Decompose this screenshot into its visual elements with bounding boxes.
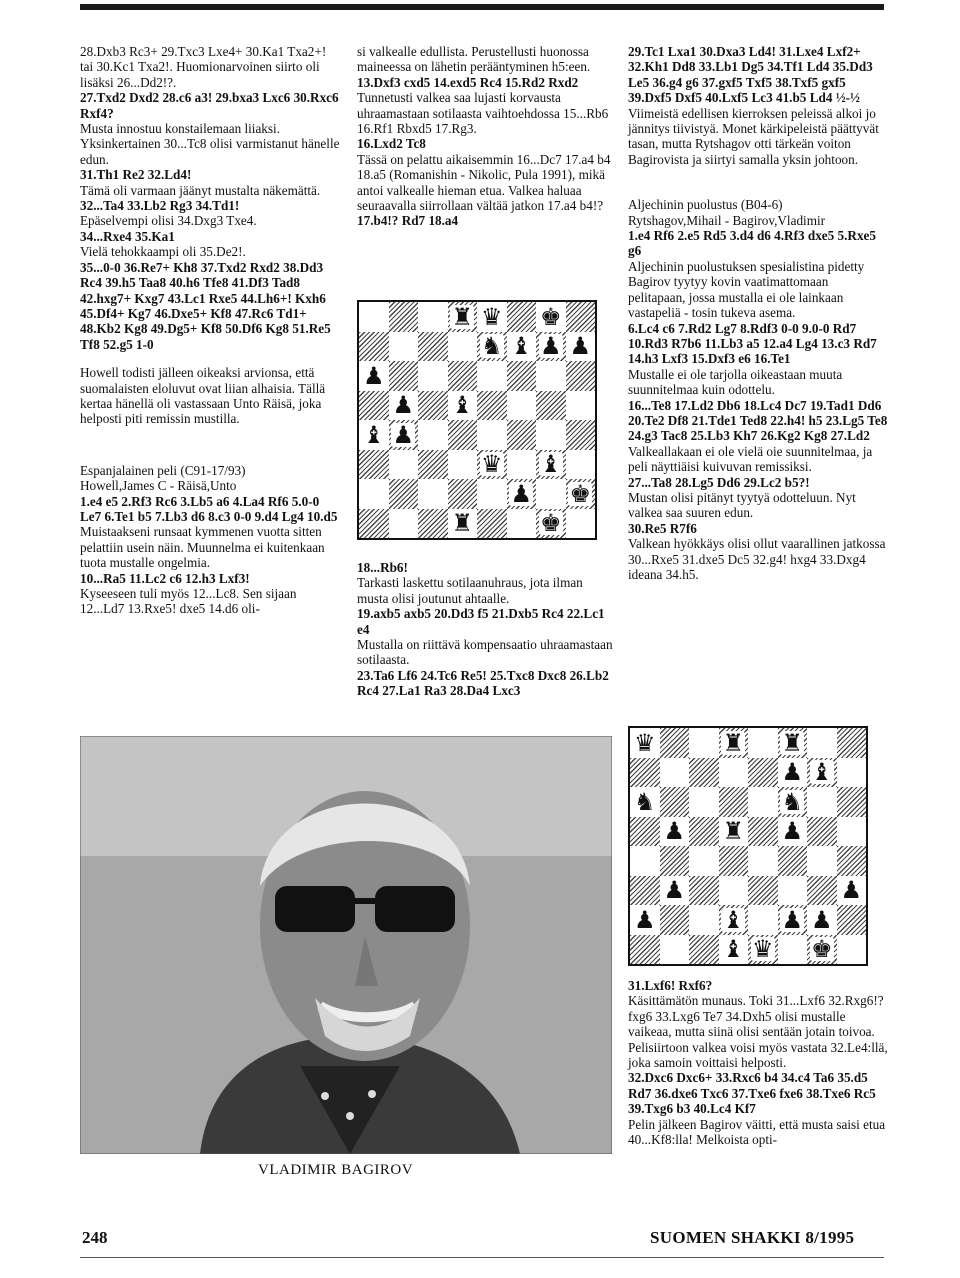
- chess-piece-icon: ♝: [722, 935, 744, 964]
- board-square: [566, 509, 596, 539]
- board-square: [778, 846, 808, 876]
- board-square: [418, 302, 448, 332]
- comment-text: Tämä oli varmaan jäänyt mustalta näkemättä.: [80, 182, 321, 198]
- move-text: 10...Ra5 11.Lc2 c6 12.h3 Lxf3!: [80, 570, 250, 586]
- board-square: [748, 787, 778, 817]
- comment-text: Tässä on pelattu aikaisemmin 16...Dc7 17.a4 b4 18.a5 (Romanishin - Nikolic, Pula 1991), mikä antoi valkealle hieman etua. Valkea haluaa seuraavalla siirrollaan vältää jatkon 17.a4 b4!?: [357, 151, 611, 214]
- move-text: 16.Lxd2 Tc8: [357, 136, 426, 152]
- board-square: [719, 817, 749, 847]
- board-square: [448, 450, 478, 480]
- move-text: 1.e4 e5 2.Rf3 Rc6 3.Lb5 a6 4.La4 Rf6 5.0-0 Le7 6.Te1 b5 7.Lb3 d6 8.c3 0-0 9.d4 Lg4 10.d5: [80, 493, 338, 524]
- board-square: [477, 450, 507, 480]
- board-square: [660, 758, 690, 788]
- board-square: [389, 479, 419, 509]
- game2-players: Rytshagov,Mihail - Bagirov,Vladimir: [628, 212, 826, 228]
- board-square: [837, 758, 867, 788]
- board-square: [807, 817, 837, 847]
- col2-paras: [357, 44, 617, 229]
- board-square: [778, 905, 808, 935]
- column-3: [628, 44, 888, 582]
- board-square: [660, 728, 690, 758]
- board-square: [448, 361, 478, 391]
- board-square: [837, 935, 867, 965]
- col3-paras2: [628, 228, 888, 582]
- board-square: [748, 817, 778, 847]
- board-square: [507, 391, 537, 421]
- board-square: [778, 935, 808, 965]
- move-text: 27.Txd2 Dxd2 28.c6 a3! 29.bxa3 Lxc6 30.Rxc6 Rxf4?: [80, 90, 339, 121]
- board-square: [748, 905, 778, 935]
- board-square: [566, 450, 596, 480]
- comment-text: Muistaakseni runsaat kymmenen vuotta sitten pelattiin usein näin. Muunnelma ei kuitenkaan tuota mustalle ongelmia.: [80, 524, 325, 571]
- board-square: [566, 332, 596, 362]
- chess-piece-icon: ♜: [722, 728, 744, 757]
- chess-diagram-1: [357, 300, 597, 540]
- board-square: [660, 905, 690, 935]
- board-square: [630, 817, 660, 847]
- board-square: [507, 332, 537, 362]
- bottom-rule: [80, 1257, 884, 1258]
- move-text: 6.Lc4 c6 7.Rd2 Lg7 8.Rdf3 0-0 9.0-0 Rd7 10.Rd3 R7b6 11.Lb3 a5 12.a4 Lg4 13.c3 Rd7 14.h3 Lxf3 15.Dxf3 e6 16.Te1: [628, 320, 877, 367]
- board-square: [507, 361, 537, 391]
- chess-piece-icon: ♜: [451, 509, 473, 538]
- board-square: [837, 728, 867, 758]
- board-square: [630, 758, 660, 788]
- board-square: [507, 509, 537, 539]
- chess-piece-icon: ♚: [810, 935, 833, 964]
- comment-text: Epäselvempi olisi 34.Dxg3 Txe4.: [80, 213, 257, 229]
- board-square: [719, 728, 749, 758]
- board-square: [507, 420, 537, 450]
- board-square: [660, 817, 690, 847]
- board-square: [418, 361, 448, 391]
- board-square: [359, 302, 389, 332]
- board-square: [748, 935, 778, 965]
- board-square: [359, 420, 389, 450]
- board-square: [477, 479, 507, 509]
- board-square: [719, 935, 749, 965]
- chess-piece-icon: ♟: [392, 391, 414, 420]
- board-square: [719, 787, 749, 817]
- chess-piece-icon: ♟: [663, 817, 685, 846]
- chess-piece-icon: ♜: [722, 817, 744, 846]
- chess-piece-icon: ♞: [781, 787, 803, 816]
- col2-paras2: [357, 560, 617, 699]
- comment-text: Vielä tehokkaampi oli 35.De2!.: [80, 244, 246, 260]
- move-text: 31.Lxf6! Rxf6?: [628, 978, 713, 993]
- chess-piece-icon: ♟: [392, 420, 414, 449]
- move-text: 13.Dxf3 cxd5 14.exd5 Rc4 15.Rd2 Rxd2: [357, 74, 579, 90]
- chess-piece-icon: ♞: [633, 787, 656, 816]
- board-square: [566, 302, 596, 332]
- chess-piece-icon: ♜: [451, 302, 473, 331]
- board-square: [778, 787, 808, 817]
- board-square: [359, 479, 389, 509]
- board-square: [778, 758, 808, 788]
- board-square: [477, 302, 507, 332]
- col3-paras: [628, 44, 888, 167]
- board-square: [418, 509, 448, 539]
- board-square: [418, 479, 448, 509]
- col3-paras3: [628, 978, 888, 1147]
- board-square: [778, 728, 808, 758]
- board-square: [448, 479, 478, 509]
- board-square: [837, 817, 867, 847]
- board-square: [536, 302, 566, 332]
- board-square: [418, 332, 448, 362]
- chess-piece-icon: ♛: [480, 450, 503, 479]
- board-square: [536, 420, 566, 450]
- game2-title: Aljechinin puolustus (B04-6): [628, 197, 783, 213]
- board-square: [448, 391, 478, 421]
- chess-piece-icon: ♟: [810, 905, 833, 934]
- board-square: [566, 479, 596, 509]
- board-square: [630, 905, 660, 935]
- board-square: [359, 509, 389, 539]
- board-square: [807, 758, 837, 788]
- board-square: [837, 787, 867, 817]
- board-square: [477, 391, 507, 421]
- comment-text: Viimeistä edellisen kierroksen peleissä alkoi jo jännitys tiivistyä. Monet kärkipeleistä päättyvät tasan, mutta Rytshagov otti tärkeän voiton Bagirovista ja siirtyi samalla yksin johtoon.: [628, 105, 879, 167]
- comment-text: Mustan olisi pitänyt tyytyä odotteluun. Nyt valkea saa suuren edun.: [628, 489, 856, 521]
- board-square: [477, 332, 507, 362]
- report-text: Howell todisti jälleen oikeaksi arvionsa, että suomalaisten eloluvut ovat liian alhaisia. Tällä kertaa hänellä oli vastassaan Unto Räisä, joka helposti piti remissin mustilla.: [80, 365, 326, 427]
- chess-piece-icon: ♟: [781, 758, 803, 787]
- board-square: [477, 420, 507, 450]
- move-text: 32...Ta4 33.Lb2 Rg3 34.Td1!: [80, 198, 240, 214]
- board-square: [719, 876, 749, 906]
- board-square: [630, 728, 660, 758]
- board-square: [660, 846, 690, 876]
- chess-piece-icon: ♛: [633, 728, 656, 757]
- board-square: [807, 787, 837, 817]
- board-square: [689, 876, 719, 906]
- comment-text: 28.Dxb3 Rc3+ 29.Txc3 Lxe4+ 30.Ka1 Txa2+! tai 30.Kc1 Txa2!. Huomionarvoinen siirto oli lisäksi 26...Dd2!?.: [80, 44, 327, 90]
- board-square: [689, 787, 719, 817]
- board-square: [807, 876, 837, 906]
- board-square: [566, 361, 596, 391]
- board-square: [507, 450, 537, 480]
- chess-piece-icon: ♝: [810, 758, 833, 787]
- board-square: [719, 758, 749, 788]
- move-text: 18...Rb6!: [357, 560, 408, 575]
- board-square: [630, 787, 660, 817]
- board-square: [389, 391, 419, 421]
- board-square: [448, 302, 478, 332]
- chess-piece-icon: ♝: [539, 450, 562, 479]
- comment-text: Mustalle ei ole tarjolla oikeastaan muuta suunnitelmaa kuin odottelu.: [628, 366, 843, 398]
- chess-piece-icon: ♟: [781, 905, 803, 934]
- board-square: [448, 332, 478, 362]
- board-square: [660, 876, 690, 906]
- board-square: [477, 361, 507, 391]
- board-square: [507, 302, 537, 332]
- photo-illustration: [80, 736, 612, 1154]
- game-players: Howell,James C - Räisä,Unto: [80, 478, 237, 494]
- comment-text: Musta innostuu konstailemaan liiaksi. Yksinkertainen 30...Tc8 olisi varmistanut hänelle edun.: [80, 121, 340, 167]
- col1-paras2: [80, 494, 342, 617]
- board-square: [719, 905, 749, 935]
- comment-text: Aljechinin puolustuksen spesialistina pidetty Bagirov tyytyy kovin vaatimattomaan pelitapaan, jossa mustalla ei ole lainkaan vastapeliä - tosin tukeva asema.: [628, 258, 865, 321]
- move-text: 27...Ta8 28.Lg5 Dd6 29.Lc2 b5?!: [628, 474, 810, 490]
- board-square: [359, 391, 389, 421]
- board-square: [359, 332, 389, 362]
- comment-text: Käsittämätön munaus. Toki 31...Lxf6 32.Rxg6!? fxg6 33.Lxg6 Te7 34.Dxh5 olisi mustalle vaikeaa, mutta siinä olisi sentään jotain toivoa. Pelisiirtoon valkea voisi myös vastata 32.Le4:llä, joka samoin voittaisi helposti.: [628, 993, 888, 1071]
- chess-piece-icon: ♝: [510, 332, 532, 361]
- board-square: [389, 509, 419, 539]
- board-square: [807, 846, 837, 876]
- chess-piece-icon: ♞: [480, 332, 503, 361]
- board-square: [807, 905, 837, 935]
- comment-text: Kyseeseen tuli myös 12...Lc8. Sen sijaan 12...Ld7 13.Rxe5! dxe5 14.d6 oli-: [80, 586, 297, 617]
- chess-piece-icon: ♛: [480, 302, 503, 331]
- move-text: 16...Te8 17.Ld2 Db6 18.Lc4 Dc7 19.Tad1 Dd6 20.Te2 Df8 21.Tde1 Ted8 22.h4! h5 23.Lg5 Te8 24.g3 Tac8 25.Lb3 Kh7 26.Kg2 Kg8 27.Ld2: [628, 397, 888, 444]
- board-square: [359, 361, 389, 391]
- comment-text: Valkean hyökkäys olisi ollut vaarallinen jatkossa 30...Rxe5 31.dxe5 Dc5 32.g4! hxg4 33.Dxg4 ideana 34.h5.: [628, 536, 886, 582]
- board-square: [448, 420, 478, 450]
- column-1: [80, 44, 342, 617]
- top-rule: [80, 4, 884, 10]
- move-text: 30.Re5 R7f6: [628, 520, 697, 536]
- board-square: [389, 302, 419, 332]
- chess-piece-icon: ♟: [362, 361, 385, 390]
- board-square: [536, 332, 566, 362]
- chess-piece-icon: ♚: [569, 479, 591, 508]
- board-square: [448, 509, 478, 539]
- board-square: [566, 420, 596, 450]
- board-square: [748, 728, 778, 758]
- comment-text: si valkealle edullista. Perustellusti huonossa maineessa on lähetin perääntyminen h5:een.: [357, 44, 591, 75]
- comment-text: Mustalla on riittävä kompensaatio uhraamastaan sotilaasta.: [357, 637, 613, 668]
- board-square: [689, 728, 719, 758]
- board-square: [689, 758, 719, 788]
- column-2: [357, 44, 617, 229]
- board-square: [778, 876, 808, 906]
- move-text: 32.Dxc6 Dxc6+ 33.Rxc6 b4 34.c4 Ta6 35.d5 Rd7 36.dxe6 Txc6 37.Txe6 fxe6 38.Txe6 Rc5 39.Txg6 b3 40.Lc4 Kf7: [628, 1070, 876, 1117]
- chess-piece-icon: ♟: [781, 817, 803, 846]
- game-title: Espanjalainen peli (C91-17/93): [80, 462, 246, 478]
- board-square: [536, 479, 566, 509]
- board-square: [837, 905, 867, 935]
- board-square: [689, 817, 719, 847]
- page-number: 248: [82, 1228, 108, 1247]
- comment-text: Valkeallakaan ei ole vielä oie suunnitelmaa, ja peli näyttiäisi kuivuvan remissiksi.: [628, 443, 873, 475]
- board-square: [748, 876, 778, 906]
- board-square: [689, 846, 719, 876]
- board-square: [477, 509, 507, 539]
- board-square: [359, 450, 389, 480]
- comment-text: Pelin jälkeen Bagirov väitti, että musta saisi etua 40...Kf8:lla! Melkoista opti-: [628, 1116, 886, 1148]
- board-square: [536, 450, 566, 480]
- chess-piece-icon: ♝: [362, 420, 385, 449]
- board-square: [418, 391, 448, 421]
- board-square: [389, 420, 419, 450]
- board-square: [778, 817, 808, 847]
- chess-piece-icon: ♚: [539, 509, 562, 538]
- board-square: [689, 905, 719, 935]
- photo-caption: VLADIMIR BAGIROV: [258, 1162, 414, 1178]
- board-square: [507, 479, 537, 509]
- move-text: 19.axb5 axb5 20.Dd3 f5 21.Dxb5 Rc4 22.Lc1 e4: [357, 606, 605, 637]
- chess-piece-icon: ♝: [722, 905, 744, 934]
- board-square: [418, 450, 448, 480]
- chess-piece-icon: ♛: [751, 935, 774, 964]
- column-2-lower: [357, 560, 617, 699]
- board-square: [389, 332, 419, 362]
- chess-piece-icon: ♟: [840, 876, 862, 905]
- chess-piece-icon: ♟: [539, 332, 562, 361]
- board-square: [630, 846, 660, 876]
- chess-piece-icon: ♟: [663, 876, 685, 905]
- board-square: [660, 787, 690, 817]
- board-square: [837, 876, 867, 906]
- board-square: [689, 935, 719, 965]
- board-square: [748, 758, 778, 788]
- board-square: [630, 935, 660, 965]
- board-square: [536, 509, 566, 539]
- move-text: 29.Tc1 Lxa1 30.Dxa3 Ld4! 31.Lxe4 Lxf2+ 32.Kh1 Dd8 33.Lb1 Dg5 34.Tf1 Ld4 35.Dd3 Le5 36.g4 g6 37.gxf5 Txf5 38.Txf5 gxf5 39.Dxf5 Dxf5 40.Lxf5 Lc3 41.b5 Ld4 ½-½: [628, 44, 873, 106]
- chess-piece-icon: ♚: [539, 302, 562, 331]
- board-square: [748, 846, 778, 876]
- board-square: [389, 450, 419, 480]
- board-square: [807, 935, 837, 965]
- player-photo: [80, 736, 612, 1154]
- board-square: [536, 391, 566, 421]
- move-text: 23.Ta6 Lf6 24.Tc6 Re5! 25.Txc8 Dxc8 26.Lb2 Rc4 27.La1 Ra3 28.Da4 Lxc3: [357, 667, 609, 699]
- comment-text: Tarkasti laskettu sotilaanuhraus, jota ilman musta olisi joutunut ahtaalle.: [357, 575, 583, 606]
- board-square: [837, 846, 867, 876]
- move-text: 1.e4 Rf6 2.e5 Rd5 3.d4 d6 4.Rf3 dxe5 5.Rxe5 g6: [628, 228, 876, 259]
- board-square: [389, 361, 419, 391]
- chess-diagram-2: [628, 726, 868, 966]
- board-square: [418, 420, 448, 450]
- comment-text: Tunnetusti valkea saa lujasti korvausta uhraamastaan sotilaasta vaihtoehdossa 15...Rb6 16.Rf1 Rbxd5 17.Rg3.: [357, 90, 609, 137]
- move-text: 35...0-0 36.Re7+ Kh8 37.Txd2 Rxd2 38.Dd3 Rc4 39.h5 Taa8 40.h6 Tfe8 41.Df3 Tad8 42.hxg7+ Kxg7 43.Lc1 Rxe5 44.Lh6+! Kxh6 45.Df4+ Kg7 46.Dxe5+ Kf8 47.Rc6 Td1+ 48.Kb2 Kg8 49.Dg5+ Kf8 50.Df6 Kg8 51.Re5 Tf8 52.g5 1-0: [80, 259, 331, 352]
- move-text: 17.b4!? Rd7 18.a4: [357, 213, 459, 229]
- board-square: [630, 876, 660, 906]
- magazine-title: SUOMEN SHAKKI 8/1995: [650, 1228, 855, 1247]
- board-square: [807, 728, 837, 758]
- board-square: [566, 391, 596, 421]
- move-text: 34...Rxe4 35.Ka1: [80, 228, 175, 244]
- chess-piece-icon: ♝: [451, 391, 473, 420]
- chess-piece-icon: ♟: [569, 332, 591, 361]
- chess-piece-icon: ♜: [781, 728, 803, 757]
- board-square: [660, 935, 690, 965]
- column-3-lower: [628, 978, 888, 1147]
- chess-piece-icon: ♟: [633, 905, 656, 934]
- board-square: [719, 846, 749, 876]
- chess-piece-icon: ♟: [510, 479, 532, 508]
- col1-paras: [80, 44, 342, 352]
- board-square: [536, 361, 566, 391]
- move-text: 31.Th1 Re2 32.Ld4!: [80, 167, 192, 183]
